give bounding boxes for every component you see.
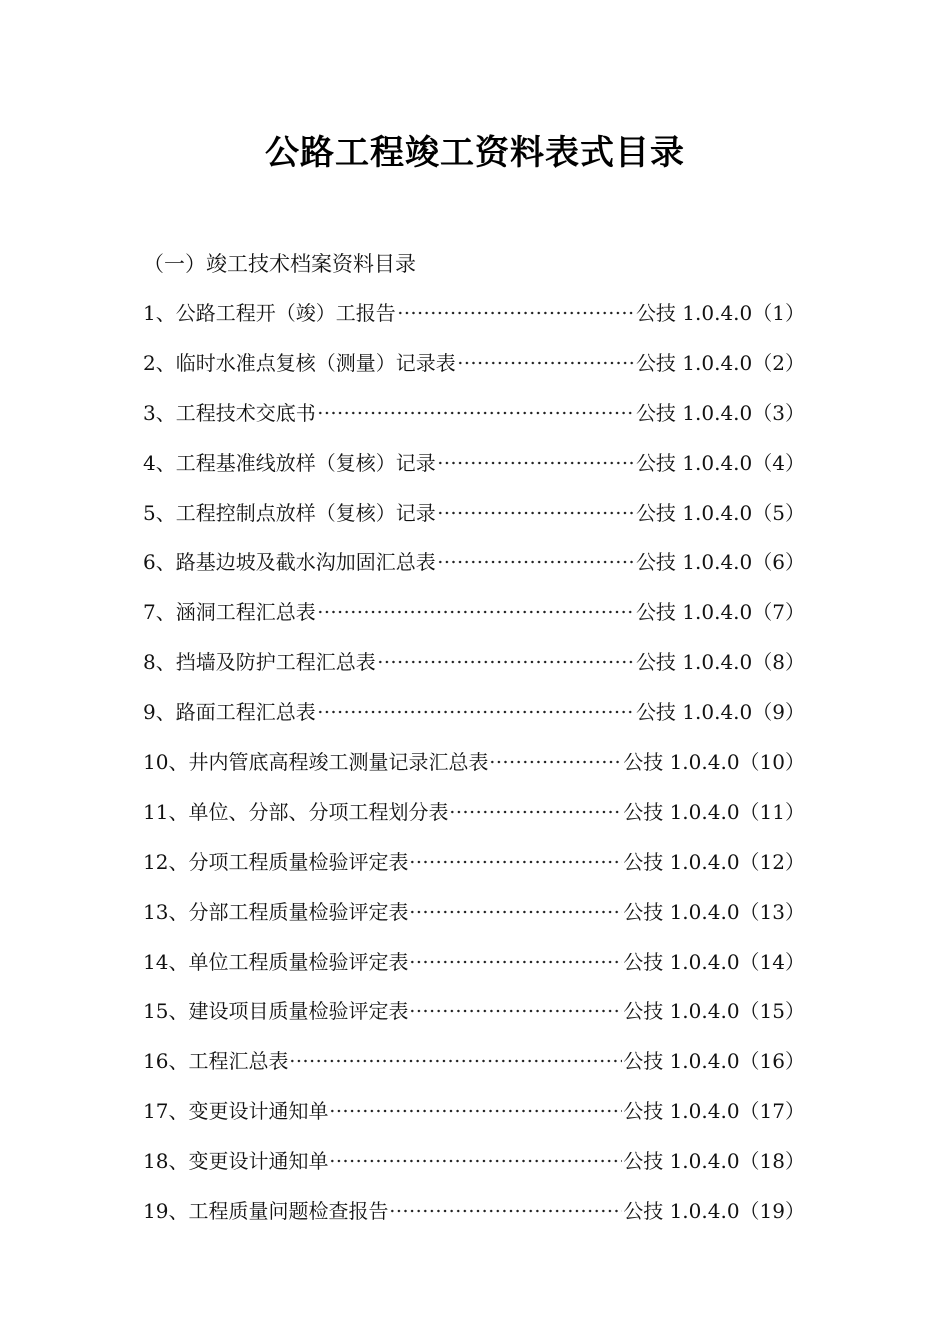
- toc-entry: [143, 297, 805, 347]
- toc-entry-ref: 公技 1.0.4.0（16）: [623, 1049, 805, 1074]
- toc-entry-ref: 公技 1.0.4.0（15）: [623, 999, 805, 1024]
- toc-entry-title: 12、分项工程质量检验评定表: [143, 849, 409, 874]
- toc-entry: [143, 796, 805, 846]
- toc-entry-ref: 公技 1.0.4.0（5）: [635, 500, 805, 525]
- toc-entry: [143, 646, 805, 696]
- toc-entry: [143, 397, 805, 447]
- toc-entry-title: 8、挡墙及防护工程汇总表: [143, 650, 376, 675]
- toc-dot-leader: [409, 910, 622, 914]
- toc-dot-leader: [329, 1109, 622, 1113]
- toc-entry-title: 15、建设项目质量检验评定表: [143, 999, 409, 1024]
- toc-entry-title: 19、工程质量问题检查报告: [143, 1199, 389, 1224]
- toc-entry-ref: 公技 1.0.4.0（9）: [635, 700, 805, 725]
- toc-entry-title: 17、变更设计通知单: [143, 1099, 329, 1124]
- toc-entry-ref: 公技 1.0.4.0（3）: [635, 400, 805, 425]
- toc-entry-title: 7、涵洞工程汇总表: [143, 600, 316, 625]
- toc-entry: [143, 1045, 805, 1095]
- toc-entry-title: 18、变更设计通知单: [143, 1149, 329, 1174]
- toc-entry-ref: 公技 1.0.4.0（12）: [623, 849, 805, 874]
- toc-dot-leader: [409, 960, 622, 964]
- toc-entry: [143, 447, 805, 497]
- toc-dot-leader: [289, 1059, 622, 1063]
- toc-entry-ref: 公技 1.0.4.0（17）: [623, 1099, 805, 1124]
- toc-entry-title: 13、分部工程质量检验评定表: [143, 899, 409, 924]
- toc-entry-title: 14、单位工程质量检验评定表: [143, 949, 409, 974]
- toc-dot-leader: [317, 610, 635, 614]
- toc-entry: [143, 347, 805, 397]
- toc-dot-leader: [397, 311, 635, 315]
- toc-entry-title: 3、工程技术交底书: [143, 400, 316, 425]
- toc-entry-title: 1、公路工程开（竣）工报告: [143, 301, 396, 325]
- toc-dot-leader: [409, 860, 622, 864]
- toc-dot-leader: [317, 411, 635, 415]
- toc-entry-ref: 公技 1.0.4.0（6）: [635, 550, 805, 575]
- toc-entry-ref: 公技 1.0.4.0（8）: [635, 650, 805, 675]
- section-heading: （一）竣工技术档案资料目录: [143, 252, 416, 276]
- table-of-contents: [143, 297, 805, 1245]
- toc-entry-ref: 公技 1.0.4.0（13）: [623, 899, 805, 924]
- toc-entry: [143, 1095, 805, 1145]
- toc-dot-leader: [437, 511, 635, 515]
- toc-entry-title: 2、临时水准点复核（测量）记录表: [143, 350, 456, 375]
- toc-dot-leader: [489, 760, 622, 764]
- toc-entry-title: 6、路基边坡及截水沟加固汇总表: [143, 550, 436, 575]
- document-title: 公路工程竣工资料表式目录: [265, 133, 685, 173]
- toc-entry-ref: 公技 1.0.4.0（10）: [623, 750, 805, 775]
- toc-dot-leader: [437, 461, 635, 465]
- toc-dot-leader: [317, 710, 635, 714]
- toc-entry-ref: 公技 1.0.4.0（18）: [623, 1149, 805, 1174]
- toc-entry-title: 11、单位、分部、分项工程划分表: [143, 799, 449, 824]
- toc-entry-ref: 公技 1.0.4.0（19）: [623, 1199, 805, 1224]
- toc-entry: [143, 746, 805, 796]
- toc-entry: [143, 946, 805, 996]
- toc-entry-ref: 公技 1.0.4.0（2）: [635, 350, 805, 375]
- toc-entry-title: 9、路面工程汇总表: [143, 700, 316, 725]
- toc-entry-title: 4、工程基准线放样（复核）记录: [143, 450, 436, 475]
- toc-dot-leader: [437, 560, 635, 564]
- toc-entry-ref: 公技 1.0.4.0（14）: [623, 949, 805, 974]
- toc-dot-leader: [389, 1209, 622, 1213]
- toc-dot-leader: [329, 1159, 622, 1163]
- toc-entry: [143, 1195, 805, 1245]
- toc-dot-leader: [409, 1009, 622, 1013]
- toc-entry-ref: 公技 1.0.4.0（7）: [635, 600, 805, 625]
- toc-entry: [143, 995, 805, 1045]
- toc-entry: [143, 596, 805, 646]
- toc-entry-ref: 公技 1.0.4.0（4）: [635, 450, 805, 475]
- toc-dot-leader: [457, 361, 635, 365]
- toc-entry-ref: 公技 1.0.4.0（11）: [623, 799, 805, 824]
- toc-entry: [143, 1145, 805, 1195]
- toc-entry-ref: 公技 1.0.4.0（1）: [635, 301, 805, 325]
- toc-entry-title: 10、井内管底高程竣工测量记录汇总表: [143, 750, 489, 775]
- toc-dot-leader: [449, 810, 622, 814]
- toc-entry: [143, 546, 805, 596]
- toc-entry-title: 5、工程控制点放样（复核）记录: [143, 500, 436, 525]
- toc-dot-leader: [377, 660, 635, 664]
- toc-entry-title: 16、工程汇总表: [143, 1049, 289, 1074]
- toc-entry: [143, 846, 805, 896]
- toc-entry: [143, 696, 805, 746]
- toc-entry: [143, 497, 805, 547]
- toc-entry: [143, 896, 805, 946]
